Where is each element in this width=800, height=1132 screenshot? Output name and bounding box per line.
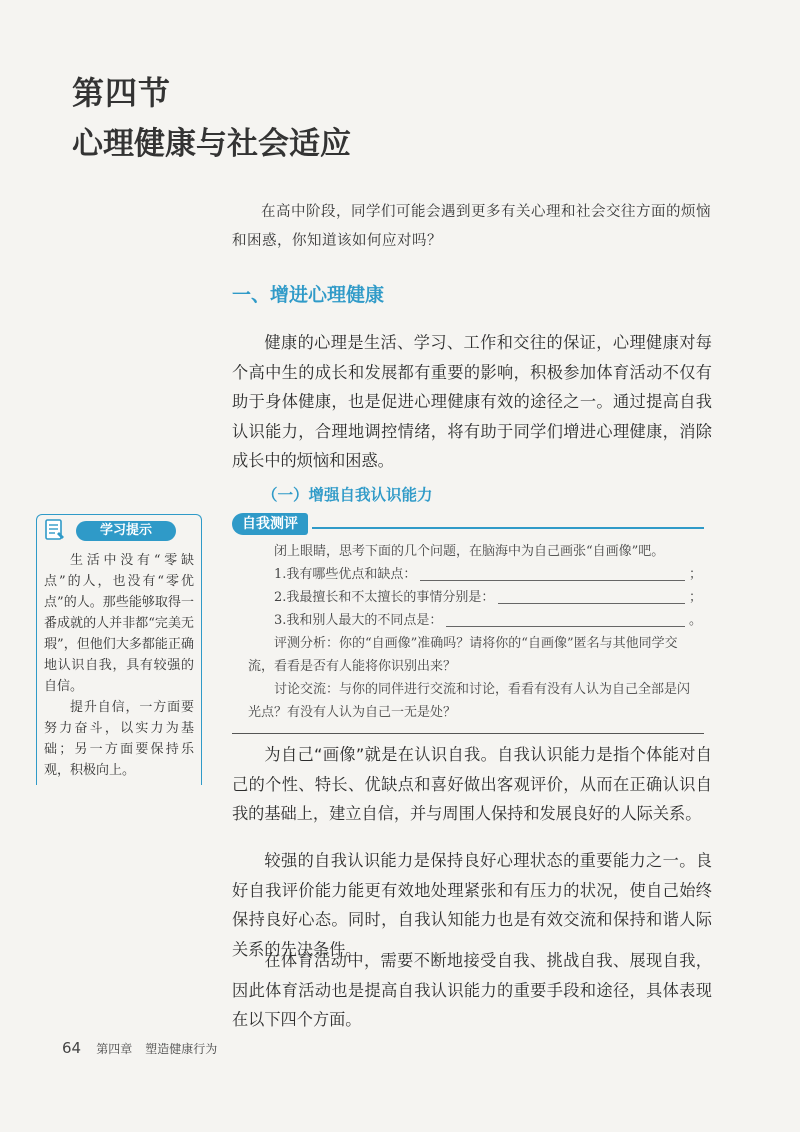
intro-paragraph: 在高中阶段，同学们可能会遇到更多有关心理和社会交往方面的烦恼和困惑，你知道该如何应对吗？: [232, 204, 711, 249]
self-eval-analysis: 评测分析：你的“自画像”准确吗？请将你的“自画像”匿名与其他同学交流，看看是否有人能将你识别出来？: [248, 636, 678, 674]
footer-chapter: 第四章: [96, 1042, 133, 1056]
answer-blank: [446, 626, 685, 627]
paragraph-self-portrait: 为自己“画像”就是在认识自我。自我认识能力是指个体能对自己的个性、特长、优缺点和喜好做出客观评价，从而在正确认识自我的基础上，建立自信，并与周围人保持和发展良好的人际关系。: [232, 745, 712, 823]
footer-chapter-title: 塑造健康行为: [145, 1042, 218, 1056]
question-text: 3.我和别人最大的不同点是：: [274, 613, 443, 628]
section-title: 心理健康与社会适应: [72, 126, 351, 162]
page-number: 64: [62, 1039, 82, 1057]
heading-enhance-mental-health: 一、增进心理健康: [232, 284, 385, 306]
question-end: ；: [688, 590, 702, 605]
answer-blank: [498, 603, 685, 604]
self-eval-question: [248, 563, 702, 586]
self-eval-bottom-rule: [232, 733, 704, 734]
paragraph-strong-self-awareness: 较强的自我认识能力是保持良好心理状态的重要能力之一。良好自我评价能力能更有效地处理紧张和有压力的状况，使自己始终保持良好心态。同时，自我认知能力也是有效交流和保持和谐人际关系的先决条件。: [232, 851, 712, 959]
study-tip-header: [40, 514, 200, 544]
notebook-icon: [44, 518, 66, 542]
paragraph-sports-activities: 在体育活动中，需要不断地接受自我、挑战自我、展现自我，因此体育活动也是提高自我认识能力的重要手段和途径，具体表现在以下四个方面。: [232, 951, 712, 1029]
study-tip-paragraph: 提升自信，一方面要努力奋斗，以实力为基础；另一方面要保持乐观，积极向上。: [44, 700, 194, 778]
study-tip-text: [44, 550, 194, 781]
question-end: ；: [688, 567, 702, 582]
paragraph-mental-health: 健康的心理是生活、学习、工作和交往的保证，心理健康对每个高中生的成长和发展都有重要的影响，积极参加体育活动不仅有助于身体健康，也是促进心理健康有效的途径之一。通过提高自我认识能力，合理地调控情绪，将有助于同学们增进心理健康，消除成长中的烦恼和困惑。: [232, 333, 712, 470]
study-tip-paragraph: 生活中没有“零缺点”的人，也没有“零优点”的人。那些能够取得一番成就的人并非都“完美无瑕”，但他们大多都能正确地认识自我，具有较强的自信。: [44, 553, 194, 694]
answer-blank: [420, 580, 685, 581]
self-eval-header: [232, 513, 704, 537]
question-text: 2.我最擅长和不太擅长的事情分别是：: [274, 590, 495, 605]
self-eval-label: 自我测评: [232, 513, 308, 535]
section-number: 第四节: [72, 74, 172, 112]
self-eval-question: [248, 609, 702, 632]
self-eval-content: [248, 540, 702, 724]
self-eval-discussion: 讨论交流：与你的同伴进行交流和讨论，看看有没有人认为自己全部是闪光点？有没有人认为自己一无是处？: [248, 682, 691, 720]
question-end: 。: [688, 613, 702, 628]
page-footer: [62, 1038, 217, 1057]
self-eval-instruction: 闭上眼睛，思考下面的几个问题，在脑海中为自己画张“自画像”吧。: [274, 544, 665, 559]
question-text: 1.我有哪些优点和缺点：: [274, 567, 417, 582]
subheading-self-awareness: （一）增强自我认识能力: [262, 486, 433, 504]
self-eval-rule: [312, 527, 704, 529]
self-eval-question: [248, 586, 702, 609]
study-tip-title: 学习提示: [76, 521, 176, 541]
